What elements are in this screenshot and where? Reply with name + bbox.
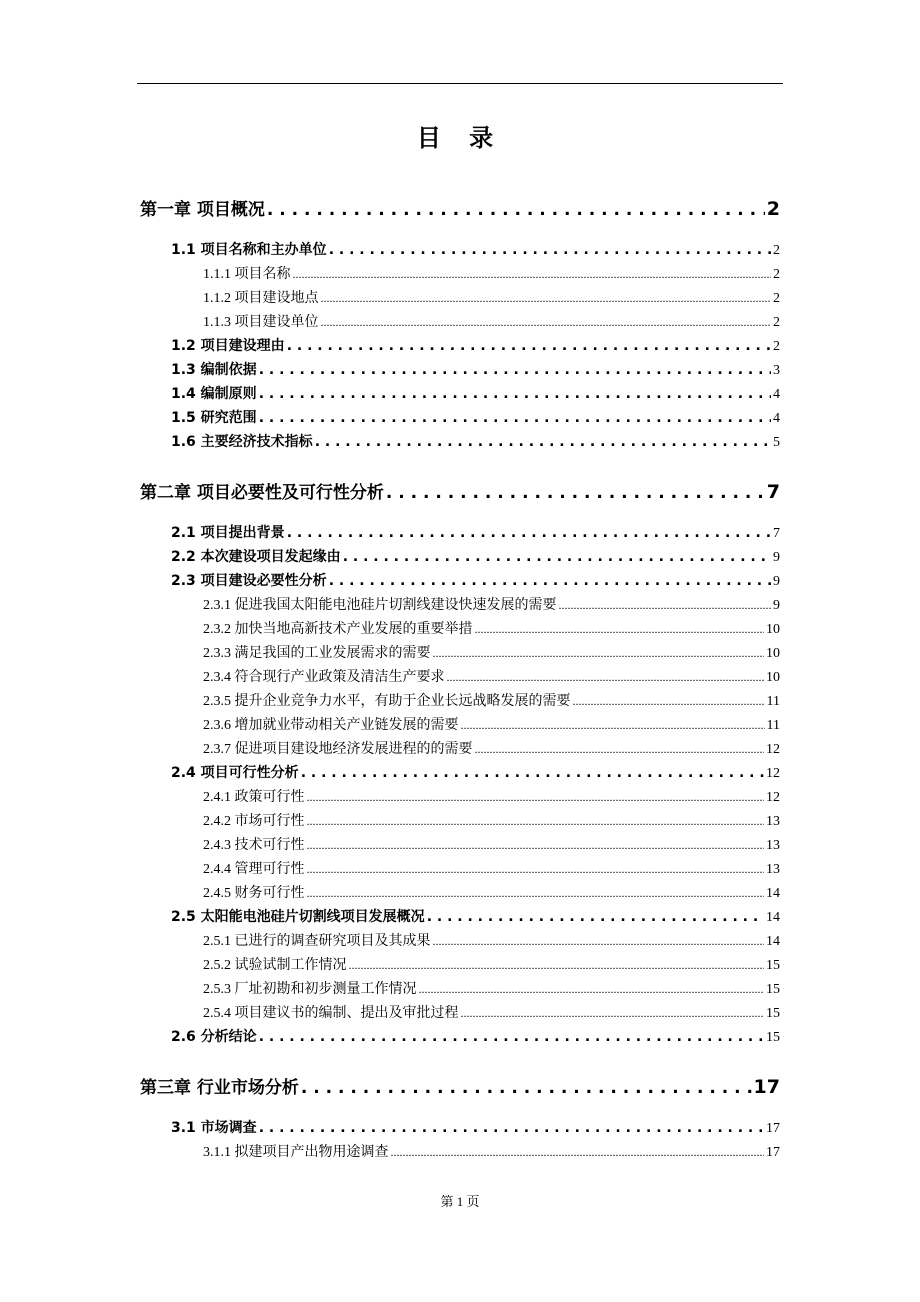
toc-entry-label: 1.1.1 项目名称 (203, 267, 291, 282)
toc-entry-subsection[interactable] (203, 954, 780, 974)
toc-title: 目 录 (416, 124, 504, 152)
toc-leader (461, 1006, 765, 1022)
toc-entry-page: 11 (766, 694, 780, 709)
toc-entry-section[interactable] (171, 407, 780, 427)
toc-leader (329, 573, 771, 589)
toc-entry-page: 9 (773, 574, 780, 589)
toc-entry-page: 4 (773, 387, 780, 402)
toc-leader (307, 790, 765, 806)
toc-entry-page: 14 (766, 934, 780, 949)
toc-entry-label: 2.3.5 提升企业竞争力水平，有助于企业长远战略发展的需要 (203, 694, 571, 709)
toc-entry-subsection[interactable] (203, 263, 780, 283)
toc-entry-section[interactable] (171, 239, 780, 259)
toc-entry-label: 2.5.2 试验试制工作情况 (203, 958, 347, 973)
toc-entry-label: 2.4.4 管理可行性 (203, 862, 305, 877)
toc-entry-page: 4 (773, 411, 780, 426)
toc-entry-label: 2.3.3 满足我国的工业发展需求的需要 (203, 646, 431, 661)
toc-entry-page: 10 (766, 670, 780, 685)
toc-entry-label: 2.3.6 增加就业带动相关产业链发展的需要 (203, 718, 459, 733)
toc-entry-label: 2.3.4 符合现行产业政策及清洁生产要求 (203, 670, 445, 685)
toc-entry-label: 2.3 项目建设必要性分析 (171, 573, 327, 589)
toc-entry-label: 1.3 编制依据 (171, 362, 257, 378)
toc-entry-section[interactable] (171, 1117, 780, 1137)
toc-entry-page: 14 (766, 910, 780, 925)
toc-entry-label: 第一章 项目概况 (140, 200, 265, 220)
toc-entry-label: 2.5.3 厂址初勘和初步测量工作情况 (203, 982, 417, 997)
toc-entry-label: 2.5.4 项目建议书的编制、提出及审批过程 (203, 1006, 459, 1021)
toc-leader (573, 694, 765, 710)
toc-entry-page: 12 (766, 766, 780, 781)
toc-entry-section[interactable] (171, 906, 780, 926)
toc-entry-page: 9 (773, 550, 780, 565)
toc-leader (307, 814, 765, 830)
toc-entry-chapter[interactable] (140, 1073, 780, 1098)
toc-entry-page: 2 (773, 243, 780, 258)
toc-entry-page: 15 (766, 982, 780, 997)
toc-entry-section[interactable] (171, 522, 780, 542)
toc-entry-page: 2 (766, 198, 780, 220)
toc-entry-page: 17 (753, 1076, 780, 1098)
header-rule (137, 83, 783, 84)
toc-entry-subsection[interactable] (203, 714, 780, 734)
toc-entry-label: 2.1 项目提出背景 (171, 525, 285, 541)
toc-entry-subsection[interactable] (203, 287, 780, 307)
toc-entry-subsection[interactable] (203, 594, 780, 614)
toc-entry-label: 1.6 主要经济技术指标 (171, 434, 313, 450)
toc-entry-page: 17 (766, 1121, 780, 1136)
toc-leader (307, 886, 765, 902)
toc-entry-subsection[interactable] (203, 1141, 780, 1161)
toc-entry-page: 15 (766, 1030, 780, 1045)
toc-leader (349, 958, 765, 974)
toc-leader (447, 670, 765, 686)
toc-entry-page: 2 (773, 267, 780, 282)
toc-entry-label: 2.3.1 促进我国太阳能电池硅片切割线建设快速发展的需要 (203, 598, 557, 613)
toc-entry-page: 3 (773, 363, 780, 378)
toc-leader (259, 410, 771, 426)
toc-leader (391, 1145, 765, 1161)
toc-entry-subsection[interactable] (203, 738, 780, 758)
toc-entry-label: 2.4.1 政策可行性 (203, 790, 305, 805)
toc-entry-section[interactable] (171, 570, 780, 590)
toc-entry-subsection[interactable] (203, 882, 780, 902)
toc-entry-page: 2 (773, 315, 780, 330)
toc-leader (321, 291, 772, 307)
toc-entry-label: 2.4 项目可行性分析 (171, 765, 299, 781)
toc-entry-label: 第三章 行业市场分析 (140, 1078, 299, 1098)
toc-entry-page: 13 (766, 838, 780, 853)
toc-entry-page: 9 (773, 598, 780, 613)
toc-leader (301, 1078, 752, 1098)
toc-entry-page: 12 (766, 790, 780, 805)
toc-leader (433, 934, 765, 950)
toc-leader (475, 742, 765, 758)
toc-entry-label: 1.4 编制原则 (171, 386, 257, 402)
toc-entry-label: 2.2 本次建设项目发起缘由 (171, 549, 341, 565)
toc-leader (315, 434, 771, 450)
toc-entry-section[interactable] (171, 546, 780, 566)
toc-entry-label: 3.1.1 拟建项目产出物用途调查 (203, 1145, 389, 1160)
toc-leader (307, 862, 765, 878)
toc-leader (433, 646, 765, 662)
toc-entry-page: 7 (773, 526, 780, 541)
toc-entry-section[interactable] (171, 1026, 780, 1046)
toc-entry-label: 1.1.2 项目建设地点 (203, 291, 319, 306)
toc-entry-page: 15 (766, 1006, 780, 1021)
toc-entry-label: 2.5.1 已进行的调查研究项目及其成果 (203, 934, 431, 949)
toc-entry-page: 10 (766, 646, 780, 661)
toc-leader (259, 1029, 764, 1045)
toc-entry-page: 10 (766, 622, 780, 637)
toc-entry-subsection[interactable] (203, 690, 780, 710)
toc-entry-label: 2.5 太阳能电池硅片切割线项目发展概况 (171, 909, 425, 925)
toc-leader (321, 315, 772, 331)
toc-entry-label: 2.4.2 市场可行性 (203, 814, 305, 829)
toc-entry-label: 第二章 项目必要性及可行性分析 (140, 483, 384, 503)
toc-entry-label: 3.1 市场调查 (171, 1120, 257, 1136)
toc-leader (475, 622, 765, 638)
toc-entry-page: 2 (773, 291, 780, 306)
toc-entry-section[interactable] (171, 762, 780, 782)
toc-leader (329, 242, 771, 258)
toc-entry-page: 13 (766, 814, 780, 829)
toc-entry-subsection[interactable] (203, 786, 780, 806)
toc-entry-page: 7 (766, 481, 780, 503)
toc-entry-subsection[interactable] (203, 311, 780, 331)
toc-entry-subsection[interactable] (203, 930, 780, 950)
toc-leader (559, 598, 772, 614)
toc-leader (461, 718, 765, 734)
toc-leader (293, 267, 772, 283)
toc-entry-section[interactable] (171, 383, 780, 403)
toc-leader (301, 765, 764, 781)
toc-entry-label: 2.4.5 财务可行性 (203, 886, 305, 901)
toc-entry-subsection[interactable] (203, 1002, 780, 1022)
toc-entry-label: 1.1 项目名称和主办单位 (171, 242, 327, 258)
toc-entry-label: 1.2 项目建设理由 (171, 338, 285, 354)
toc-leader (287, 338, 771, 354)
toc-leader (267, 200, 765, 220)
toc-leader (259, 386, 771, 402)
toc-entry-page: 12 (766, 742, 780, 757)
toc-entry-page: 5 (773, 435, 780, 450)
toc-leader (386, 483, 765, 503)
toc-entry-page: 2 (773, 339, 780, 354)
toc-entry-section[interactable] (171, 335, 780, 355)
toc-entry-chapter[interactable] (140, 478, 780, 503)
toc-entry-label: 2.3.2 加快当地高新技术产业发展的重要举措 (203, 622, 473, 637)
toc-leader (343, 549, 771, 565)
toc-entry-subsection[interactable] (203, 978, 780, 998)
page-footer: 第 1 页 (440, 1194, 480, 1209)
toc-leader (307, 838, 765, 854)
toc-entry-subsection[interactable] (203, 834, 780, 854)
toc-leader (259, 362, 771, 378)
toc-entry-page: 14 (766, 886, 780, 901)
toc-entry-page: 11 (766, 718, 780, 733)
toc-entry-subsection[interactable] (203, 642, 780, 662)
toc-entry-label: 1.1.3 项目建设单位 (203, 315, 319, 330)
toc-entry-label: 2.6 分析结论 (171, 1029, 257, 1045)
toc-leader (259, 1120, 764, 1136)
toc-entry-chapter[interactable] (140, 195, 780, 220)
toc-entry-subsection[interactable] (203, 810, 780, 830)
toc-entry-page: 17 (766, 1145, 780, 1160)
toc-entry-label: 2.4.3 技术可行性 (203, 838, 305, 853)
toc-entry-subsection[interactable] (203, 858, 780, 878)
toc-entry-page: 15 (766, 958, 780, 973)
toc-entry-label: 1.5 研究范围 (171, 410, 257, 426)
toc-entry-section[interactable] (171, 431, 780, 451)
toc-leader (427, 909, 764, 925)
toc-entry-label: 2.3.7 促进项目建设地经济发展进程的的需要 (203, 742, 473, 757)
toc-entry-section[interactable] (171, 359, 780, 379)
toc-entry-subsection[interactable] (203, 618, 780, 638)
toc-entry-subsection[interactable] (203, 666, 780, 686)
toc-leader (287, 525, 771, 541)
toc-leader (419, 982, 765, 998)
toc-entry-page: 13 (766, 862, 780, 877)
